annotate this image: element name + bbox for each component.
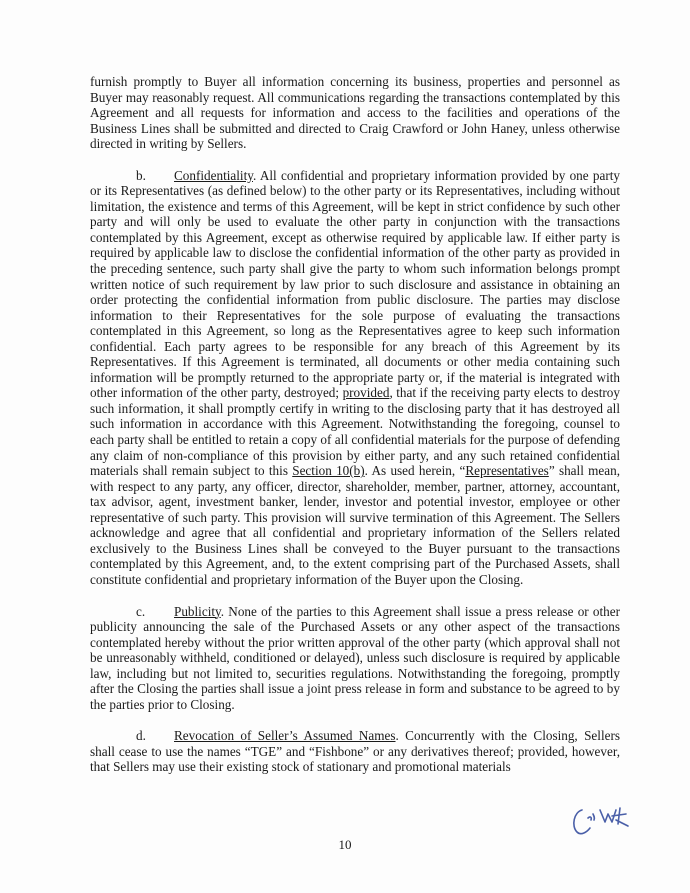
paragraph-b-text-3: . As used herein, “ [364, 463, 466, 479]
section-reference: Section 10(b) [292, 463, 365, 479]
page-number: 10 [338, 837, 352, 852]
paragraph-c-publicity [90, 604, 620, 713]
representatives-term: Representatives [465, 463, 549, 479]
provided-term: provided [342, 385, 390, 401]
paragraph-b-confidentiality [90, 168, 620, 588]
paragraph-b-heading: Confidentiality [174, 167, 253, 183]
paragraph-b-text-4: ” shall mean, with respect to any party, any officer, director, shareholder, member, partner, attorney, accountant, tax advisor, agent, investment banker, lender, investor and potential investor, employee or other representative of such party. This provision will survive termination of this Agreement. The Sellers acknowledge and agree that all confidential and proprietary information of the Sellers related exclusively to the Business Lines shall be conveyed to the Buyer pursuant to the transactions contemplated by this Agreement, and, to the extent comprising part of the Purchased Assets, shall constitute confidential and proprietary information of the Buyer upon the Closing. [90, 463, 620, 587]
body-text [90, 74, 620, 791]
paragraph-b-label: b. [136, 167, 146, 183]
paragraph-d-label: d. [136, 728, 146, 744]
paragraph-c-heading: Publicity [174, 603, 221, 619]
paragraph-d-revocation [90, 728, 620, 775]
paragraph-c-text: . None of the parties to this Agreement shall issue a press release or other publicity announcing the sale of the Purchased Assets or any other aspect of the transactions contemplated hereby without the prior written approval of the other party (which approval shall not be unreasonably withheld, conditioned or delayed), unless such disclosure is required by applicable law, including but not limited to, securities regulations. Notwithstanding the foregoing, promptly after the Closing the parties shall issue a joint press release in form and substance to be agreed to by the parties prior to Closing. [90, 603, 620, 712]
paragraph-d-text: . Concurrently with the Closing, Sellers shall cease to use the names “TGE” and “Fishbone” or any derivatives thereof; provided, however, that Sellers may use their existing stock of stationary and promotional materials [90, 728, 620, 775]
paragraph-b-text-1: . All confidential and proprietary information provided by one party or its Representatives (as defined below) to the other party or its Representatives, including without limitation, the existence and terms of this Agreement, will be kept in strict confidence by such other party and will only be used to evaluate the other party in conjunction with the transactions contemplated by this Agreement, except as otherwise required by applicable law. If either party is required by applicable law to disclose the confidential information of the other party as provided in the preceding sentence, such party shall give the party to whom such information belongs prompt written notice of such requirement by law prior to such disclosure and assistance in obtaining an order protecting the confidential information from public disclosure. The parties may disclose information to their Representatives for the sole purpose of evaluating the transactions contemplated in this Agreement, so long as the Representatives agree to keep such information confidential. Each party agrees to be responsible for any breach of this Agreement by its Representatives. If this Agreement is terminated, all documents or other media containing such information will be promptly returned to the appropriate party or, if the material is integrated with other information of the other party, destroyed; [90, 167, 620, 401]
handwritten-initials [568, 800, 632, 840]
paragraph-a-text: furnish promptly to Buyer all information concerning its business, properties and personnel as Buyer may reasonably request. All communications regarding the transactions contemplated by this Agreement and all requests for information and access to the facilities and operations of the Business Lines shall be submitted and directed to Craig Crawford or John Haney, unless otherwise directed in writing by Sellers. [90, 74, 620, 152]
paragraph-d-heading: Revocation of Seller’s Assumed Names [174, 728, 396, 744]
paragraph-b-text-2: , that if the receiving party elects to destroy such information, it shall promptly certify in writing to the disclosing party that it has destroyed all such information in accordance with this Agreement. Notwithstanding the foregoing, counsel to each party shall be entitled to retain a copy of all confidential materials for the purpose of defending any claim of non-compliance of this provision by either party, and any such retained confidential materials shall remain subject to this [90, 385, 620, 479]
paragraph-c-label: c. [136, 603, 146, 619]
paragraph-a-continuation [90, 74, 620, 152]
